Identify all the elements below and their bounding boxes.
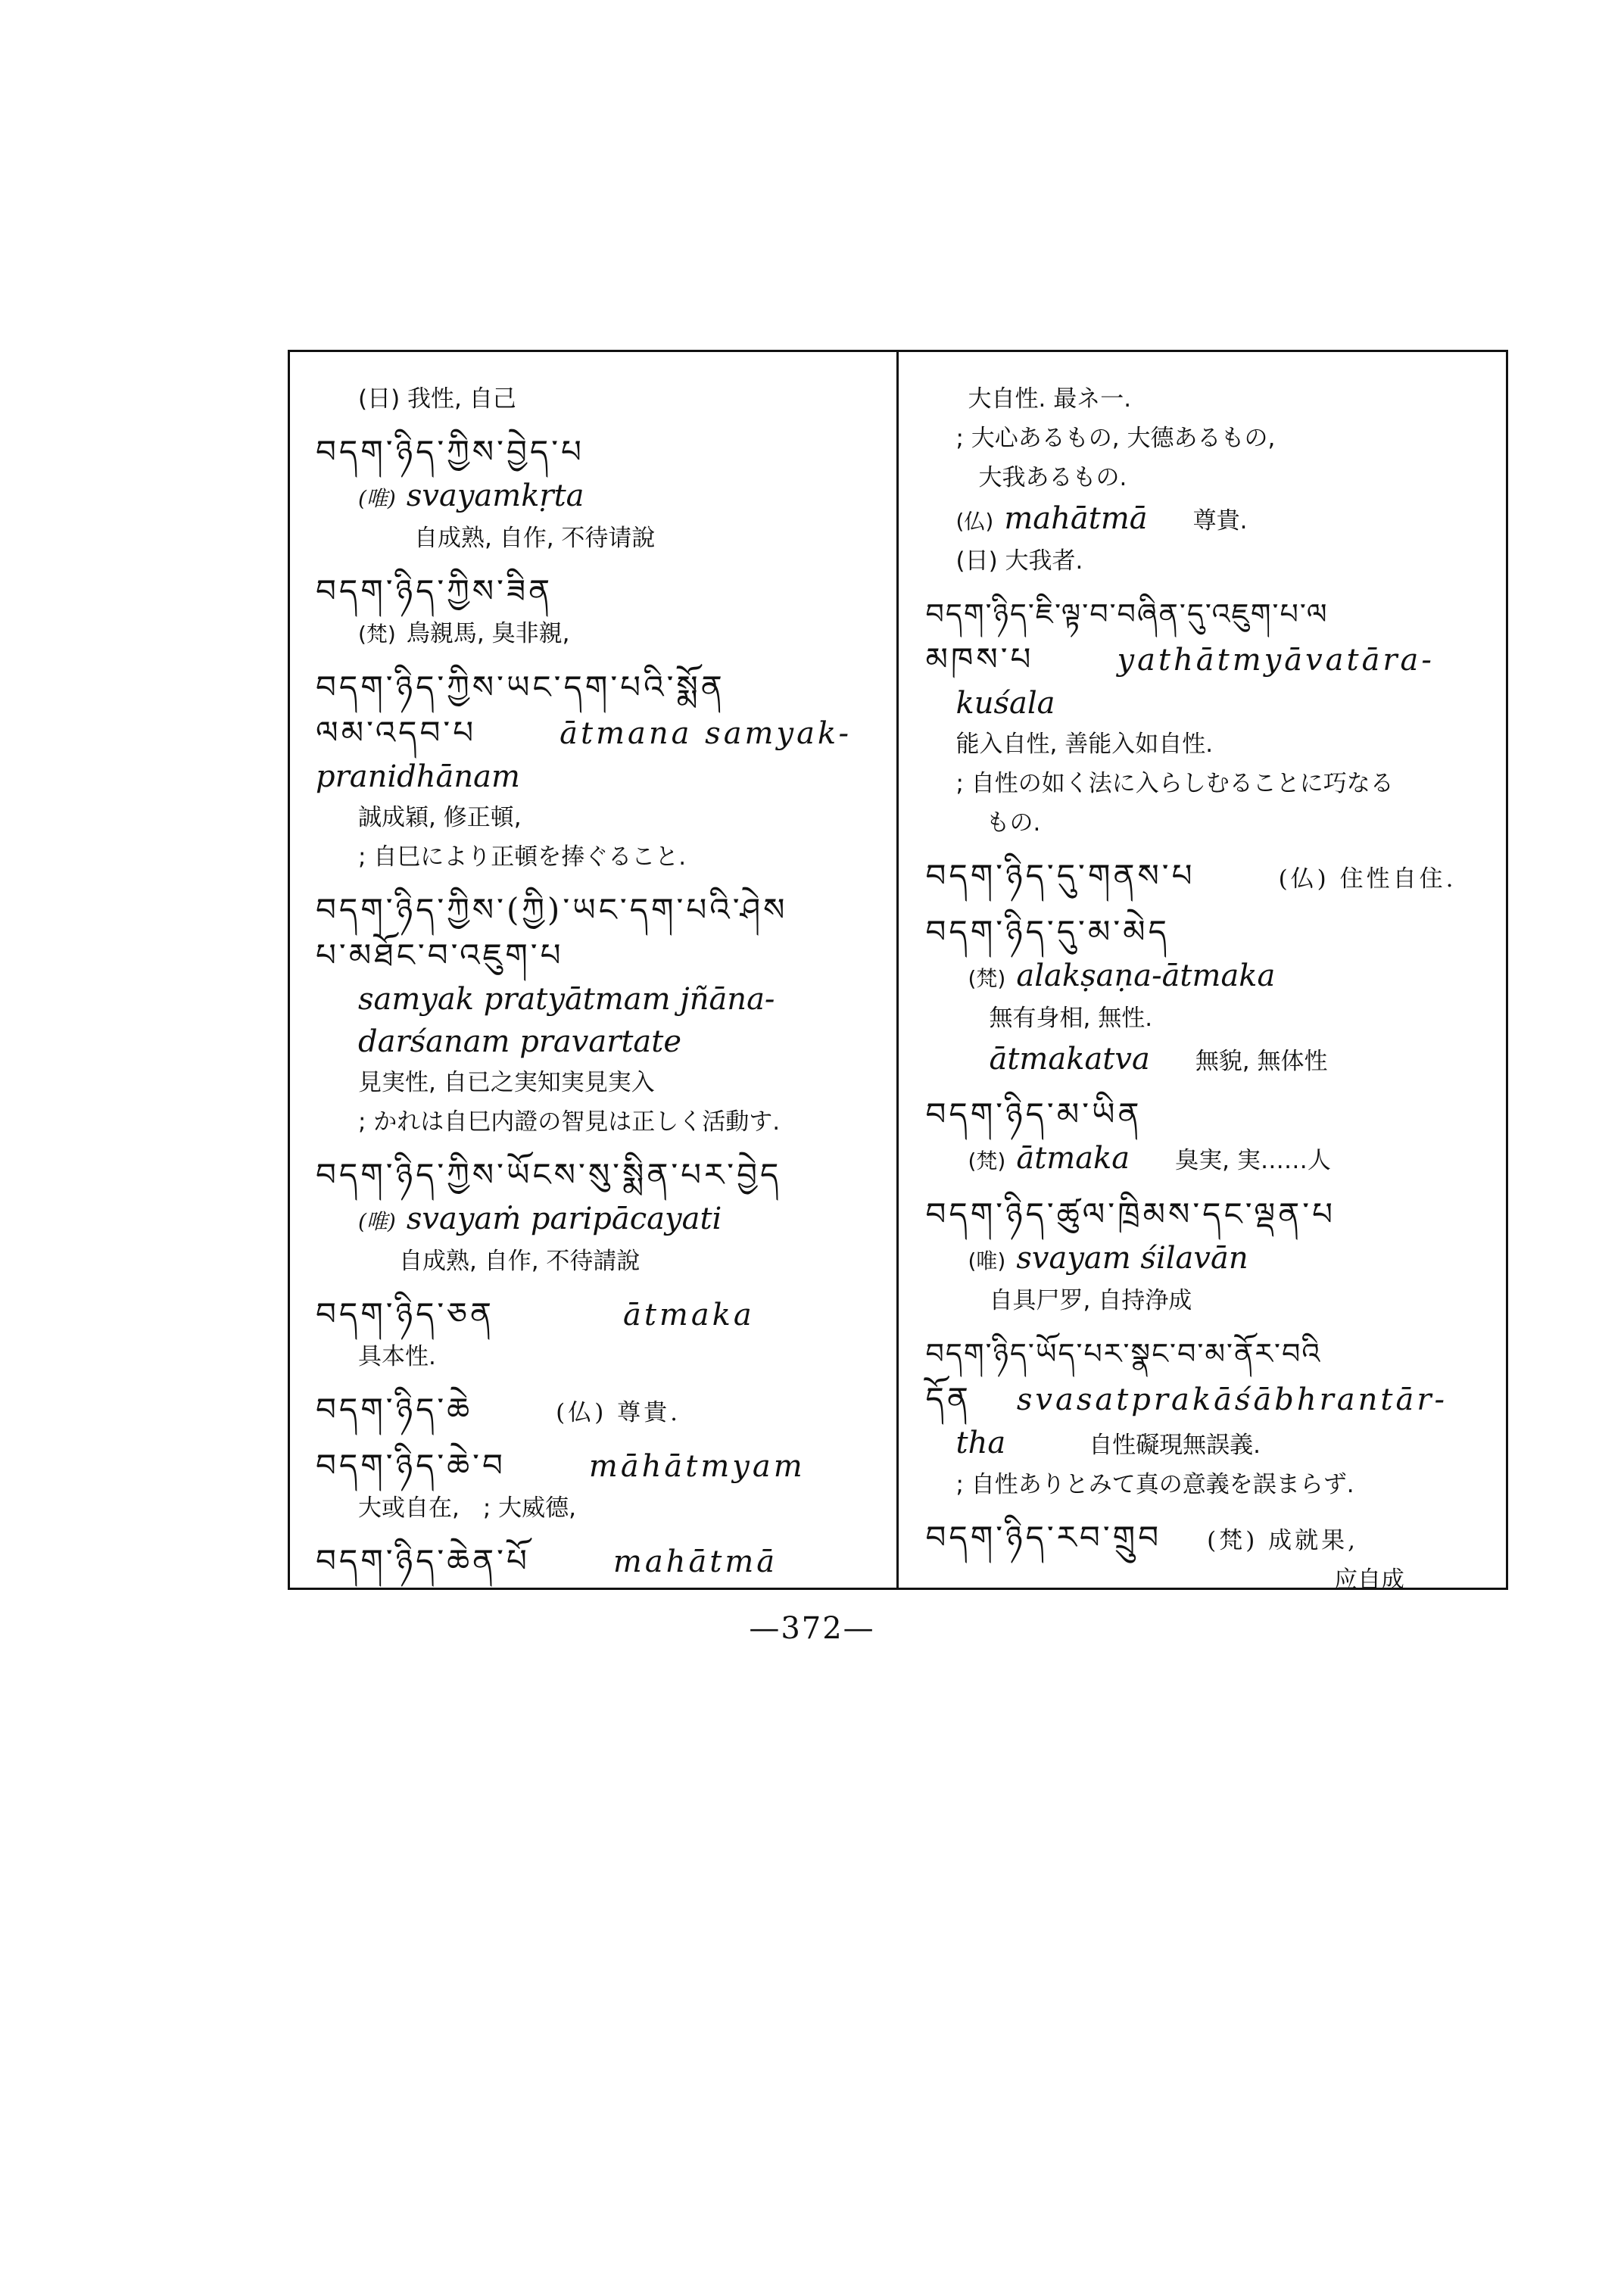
entry-gloss: (日) 大我者. [955,547,1083,575]
tibetan-headword: བདག་ཉིད་ཆེན་པོ [316,1542,530,1579]
tibetan-line [926,1376,1488,1422]
dictionary-entry [926,853,1488,899]
sanskrit-equivalent-cont: darśanam pravartate [358,1024,682,1059]
sanskrit-line [926,1422,1488,1465]
entry-gloss: (梵) 成就果, [1207,1527,1359,1554]
tibetan-headword: བདག་ཉིད་དུ་གནས་པ [925,857,1195,894]
tibetan-line [926,637,1488,682]
dictionary-entry [316,887,878,1142]
entry-gloss: 自成熟, 自作, 不待请說 [414,525,656,552]
sanskrit-line [926,1038,1488,1081]
entry-note: ; 自性ありとみて真の意義を誤まらず. [955,1471,1354,1498]
tibetan-headword: བདག་ཉིད་ཀྱིས་(ཀྱི)་ཡང་དག་པའི་ཤེས [316,891,788,928]
dictionary-entry [926,909,1488,1081]
right-column [899,352,1507,1594]
tibetan-line [316,1443,878,1488]
sanskrit-equivalent: yathātmyāvatāra- [1117,643,1435,678]
tibetan-headword: བདག་ཉིད་ཀྱིས་ཡང་དག་པའི་སྨོན [316,669,725,706]
dictionary-entry [316,1387,878,1432]
source-tag: (梵) [968,1149,1006,1173]
sanskrit-equivalent: svasatprakāśābhrantār- [1016,1382,1448,1417]
sanskrit-equivalent: ātmaka [622,1298,755,1332]
tibetan-headword: བདག་ཉིད་ཀྱིས་ཡོངས་སུ་སྨིན་པར་བྱེད [316,1156,782,1193]
sanskrit-equivalent: svayaṁ paripācayati [406,1202,722,1236]
entry-gloss: (日) 我性, 自己 [358,385,516,413]
source-tag: (梵) [358,622,396,647]
tibetan-headword: བདག་ཉིད་ཀྱིས་བྱེད་པ [316,433,584,470]
sanskrit-equivalent: mahātmā [1004,501,1148,536]
source-tag: (仏) [955,509,994,534]
tibetan-headword-cont: པ་མཐོང་བ་འཇུག་པ [316,937,564,974]
dictionary-entry [316,665,878,877]
tibetan-headword-cont: ལམ་འདབ་པ [316,714,477,751]
sanskrit-equivalent: ātmakatva [989,1042,1150,1077]
entry-gloss: 無貌, 無体性 [1195,1048,1328,1075]
tibetan-headword: བདག་ཉིད་ཇི་ལྟ་བ་བཞིན་དུ་འཇུག་པ་ལ [925,597,1329,631]
entry-note: ; 大心あるもの, 大德あるもの, [955,425,1276,452]
source-tag: (唯) [358,486,396,511]
page-number: —372— [749,1611,875,1646]
tibetan-headword-cont: མཁས་པ [925,641,1034,678]
entry-gloss: 自具尸罗, 自持浄成 [989,1287,1192,1314]
dictionary-page-frame [288,350,1508,1594]
sanskrit-line [316,1198,878,1242]
entry-note: ; 自性の如く法に入らしむることに巧なる [955,770,1394,797]
tibetan-headword-cont: དོན [925,1380,971,1417]
source-tag: (唯) [968,1248,1006,1273]
dictionary-entry [316,1292,878,1376]
sanskrit-equivalent-cont: tha [955,1426,1006,1460]
sanskrit-equivalent: svayamkṛta [406,478,584,513]
dictionary-entry [316,1443,878,1528]
source-tag: (梵) [968,966,1006,991]
dictionary-entry [926,1192,1488,1320]
sanskrit-line [926,955,1488,999]
dictionary-entry [316,1538,878,1584]
dictionary-entry [926,591,1488,843]
tibetan-headword: བདག་ཉིད་ཆེ [316,1391,473,1428]
tibetan-line [316,1387,878,1432]
entry-gloss: (仏) 尊貴. [556,1399,681,1426]
sanskrit-equivalent-cont: pranidhānam [316,759,520,794]
tibetan-headword: བདག་ཉིད་ཆེ་བ [316,1447,506,1484]
sanskrit-equivalent-cont: kuśala [955,686,1055,721]
dictionary-entry [926,1515,1488,1600]
entry-gloss-cont: 应自成 [1334,1566,1404,1594]
tibetan-line [316,710,878,756]
entry-note-cont: もの. [986,809,1041,837]
entry-gloss: 自性礙現無誤義. [1089,1432,1261,1459]
sanskrit-equivalent: ātmaka [1016,1141,1130,1176]
entry-note: ; かれは自巳内證の智見は正しく活動す. [358,1108,781,1136]
entry-gloss: 自成熟, 自作, 不待請說 [399,1248,641,1275]
entry-gloss: 無有身相, 無性. [989,1005,1153,1032]
gloss-text: 鳥親馬, 臭非親, [406,620,570,647]
entry-gloss: 見実性, 自已之実知実見実入 [358,1069,655,1096]
sanskrit-line [926,1137,1488,1181]
entry-gloss [316,614,878,654]
entry-gloss: 誠成穎, 修正頓, [358,804,522,831]
tibetan-headword: བདག་ཉིད་རབ་གྲུབ [925,1519,1162,1556]
dictionary-entry [926,1331,1488,1504]
entry-gloss: (仏) 住性自住. [1278,865,1457,893]
sanskrit-line [316,475,878,519]
entry-gloss: 大或自在, ; 大威德, [358,1495,577,1522]
tibetan-headword: བདག་ཉིད་ཅན [316,1295,494,1332]
left-column [290,352,899,1588]
tibetan-headword: བདག་ཉིད་ཡོད་པར་སྣང་བ་མ་ནོར་བའི [925,1337,1322,1370]
entry-gloss: 大自性. 最ネ一. [968,385,1132,413]
tibetan-headword: བདག་ཉིད་མ་ཡིན [925,1096,1142,1133]
sanskrit-equivalent: alakṣaṇa-ātmaka [1016,958,1276,993]
tibetan-headword: བདག་ཉིད་དུ་མ་མེད [925,913,1170,950]
sanskrit-equivalent: samyak pratyātmam jñāna- [358,982,775,1017]
tibetan-headword: བདག་ཉིད་ཚུལ་ཁྲིམས་དང་ལྡན་པ [925,1195,1336,1233]
dictionary-entry [316,1152,878,1281]
sanskrit-equivalent: ātmana samyak- [560,716,852,751]
sanskrit-equivalent: māhātmyam [588,1449,806,1484]
dictionary-entry [316,429,878,558]
entry-gloss: 臭実, 実……人 [1175,1147,1331,1174]
sanskrit-equivalent: svayam śilavān [1016,1241,1248,1276]
sanskrit-line [926,497,1488,541]
tibetan-line [316,1538,878,1584]
entry-gloss: 尊貴. [1192,507,1248,535]
sanskrit-line [926,1237,1488,1281]
entry-gloss: 能入自性, 善能入如自性. [955,731,1214,758]
dictionary-entry [926,1092,1488,1181]
tibetan-line [316,1292,878,1337]
tibetan-line [926,853,1488,899]
entry-gloss: 具本性. [358,1343,436,1370]
dictionary-entry [316,569,878,654]
source-tag: (唯) [358,1209,396,1234]
tibetan-line [926,1515,1488,1560]
entry-note: ; 自巳により正頓を捧ぐること. [358,843,687,871]
tibetan-headword: བདག་ཉིད་ཀྱིས་ཟིན [316,572,553,609]
sanskrit-equivalent: mahātmā [613,1544,778,1579]
entry-note-cont: 大我あるもの. [978,464,1127,491]
